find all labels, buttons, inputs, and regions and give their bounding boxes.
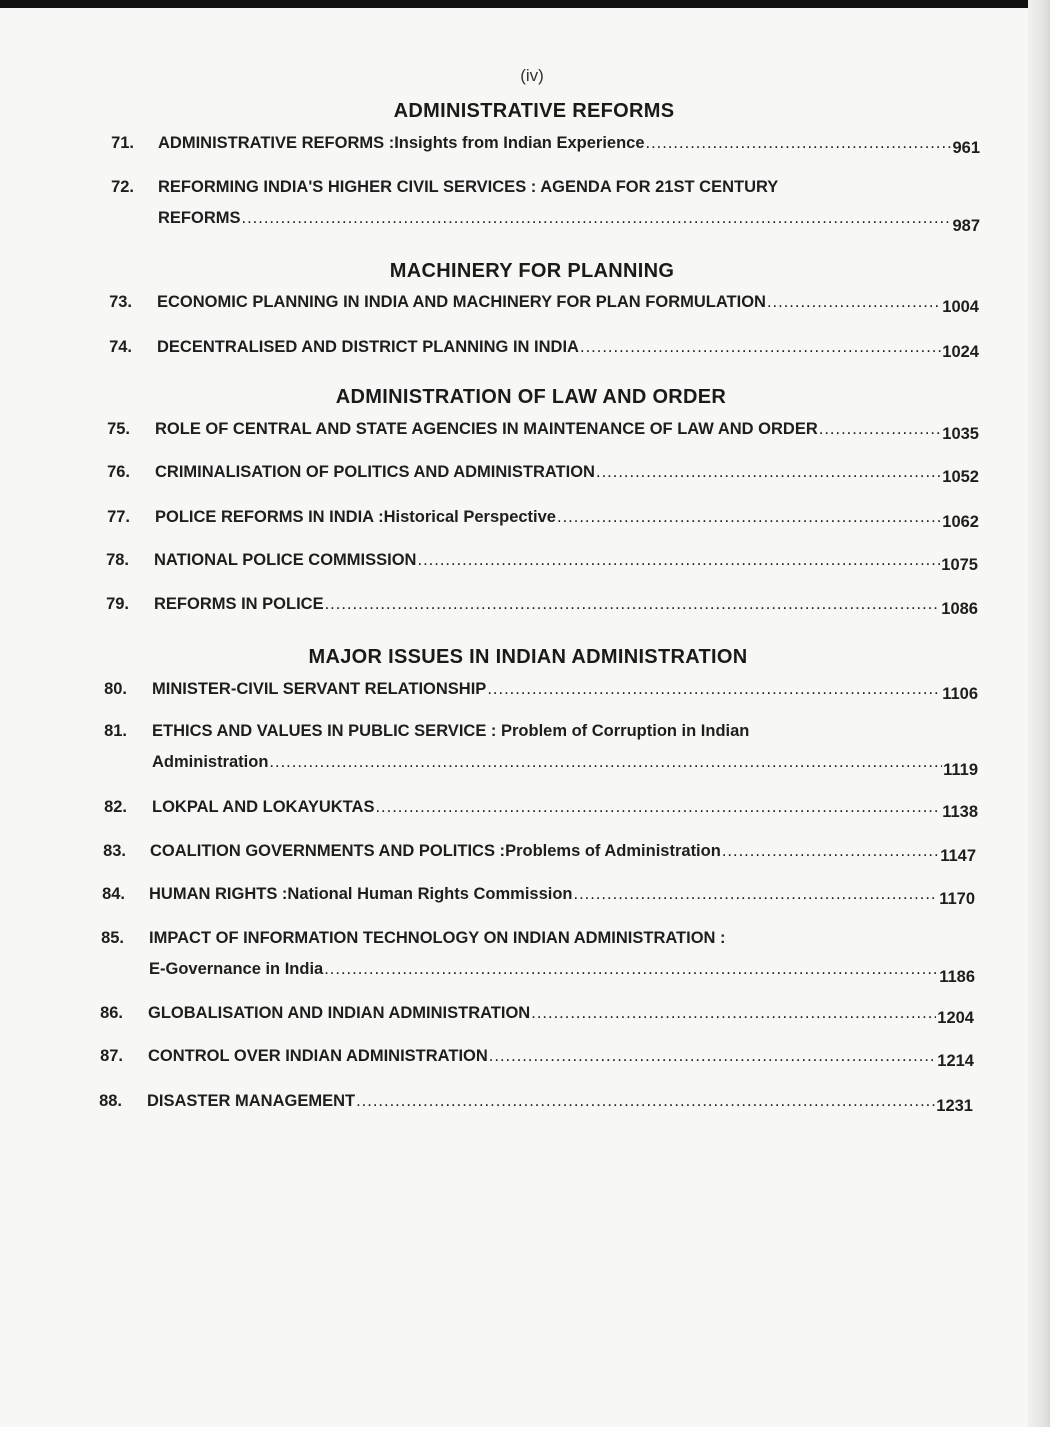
toc-entry[interactable] xyxy=(94,508,982,538)
entry-number: 84. xyxy=(102,885,125,903)
entry-number: 77. xyxy=(107,508,130,526)
toc-entry[interactable] xyxy=(88,929,982,989)
entry-number: 81. xyxy=(104,722,127,740)
entry-number: 74. xyxy=(109,338,132,356)
entry-page-number: 1075 xyxy=(941,556,978,574)
page-label: (iv) xyxy=(520,66,544,85)
dot-leader xyxy=(819,420,942,439)
entry-number: 85. xyxy=(101,929,124,947)
dot-leader xyxy=(487,680,941,699)
entry-number: 78. xyxy=(106,551,129,569)
entry-title-continued: REFORMS xyxy=(158,209,241,227)
entry-number: 83. xyxy=(103,842,126,860)
toc-entry[interactable] xyxy=(87,1047,982,1077)
entry-title: HUMAN RIGHTS : xyxy=(149,885,288,903)
entry-title: ADMINISTRATIVE REFORMS : xyxy=(158,134,395,152)
entry-title-continued: E-Governance in India xyxy=(149,960,324,978)
entry-page-number: 1231 xyxy=(936,1097,973,1115)
entry-page-number: 1052 xyxy=(942,468,979,486)
entry-page-number: 1106 xyxy=(942,685,978,703)
entry-number: 80. xyxy=(104,680,127,698)
dot-leader xyxy=(580,338,941,357)
section-heading: ADMINISTRATIVE REFORMS xyxy=(393,100,675,122)
toc-entry[interactable] xyxy=(91,680,982,710)
entry-title: DECENTRALISED AND DISTRICT PLANNING IN INDIA xyxy=(157,338,579,356)
entry-title: ECONOMIC PLANNING IN INDIA AND MACHINERY FOR PLAN FORMULATION xyxy=(157,293,766,311)
dot-leader xyxy=(557,508,941,527)
entry-page-number: 1170 xyxy=(939,890,975,908)
entry-title: REFORMS IN POLICE xyxy=(154,595,324,613)
dot-leader xyxy=(356,1092,935,1111)
entry-number: 73. xyxy=(109,293,132,311)
entry-subtitle: National Human Rights Commission xyxy=(287,885,573,903)
entry-number: 79. xyxy=(106,595,129,613)
entry-number: 87. xyxy=(100,1047,123,1065)
toc-entry[interactable] xyxy=(96,338,982,368)
entry-page-number: 1119 xyxy=(943,761,978,779)
entry-subtitle: Historical Perspective xyxy=(383,508,556,526)
entry-page-number: 1147 xyxy=(940,847,976,865)
entry-page-number: 1024 xyxy=(942,343,979,361)
toc-entry[interactable] xyxy=(86,1092,982,1122)
toc-entry[interactable] xyxy=(96,293,982,323)
entry-number: 86. xyxy=(100,1004,123,1022)
entry-page-number: 1138 xyxy=(942,803,978,821)
entry-title: GLOBALISATION AND INDIAN ADMINISTRATION xyxy=(148,1004,531,1022)
entry-title: POLICE REFORMS IN INDIA : xyxy=(155,508,384,526)
entry-page-number: 1035 xyxy=(942,425,979,443)
entry-number: 71. xyxy=(111,134,134,152)
entry-title: LOKPAL AND LOKAYUKTAS xyxy=(152,798,375,816)
entry-title: IMPACT OF INFORMATION TECHNOLOGY ON INDIAN ADMINISTRATION : xyxy=(149,929,726,947)
entry-page-number: 1204 xyxy=(937,1009,974,1027)
entry-number: 72. xyxy=(111,178,134,196)
dot-leader xyxy=(646,134,952,153)
toc-entry[interactable] xyxy=(89,885,982,915)
toc-entry[interactable] xyxy=(94,420,982,450)
section-heading: ADMINISTRATION OF LAW AND ORDER xyxy=(335,386,727,408)
entry-title: COALITION GOVERNMENTS AND POLITICS : xyxy=(150,842,506,860)
entry-title: ROLE OF CENTRAL AND STATE AGENCIES IN MAINTENANCE OF LAW AND ORDER xyxy=(155,420,818,438)
dot-leader xyxy=(767,293,941,312)
toc-entry[interactable] xyxy=(94,463,982,493)
entry-number: 75. xyxy=(107,420,130,438)
section-heading: MACHINERY FOR PLANNING xyxy=(389,260,675,282)
dot-leader xyxy=(269,753,942,772)
entry-page-number: 1086 xyxy=(941,600,978,618)
entry-title: DISASTER MANAGEMENT xyxy=(147,1092,356,1110)
toc-entry[interactable] xyxy=(91,798,982,828)
entry-subtitle: Problems of Administration xyxy=(505,842,721,860)
toc-entry[interactable] xyxy=(93,595,982,625)
toc-entry[interactable] xyxy=(90,842,982,872)
entry-number: 76. xyxy=(107,463,130,481)
dot-leader xyxy=(242,209,952,228)
dot-leader xyxy=(722,842,939,861)
entry-page-number: 1214 xyxy=(937,1052,974,1070)
scan-top-border xyxy=(0,0,1050,8)
entry-subtitle: Insights from Indian Experience xyxy=(394,134,645,152)
entry-number: 88. xyxy=(99,1092,122,1110)
entry-page-number: 1186 xyxy=(939,968,975,986)
dot-leader xyxy=(324,960,938,979)
entry-title: NATIONAL POLICE COMMISSION xyxy=(154,551,417,569)
dot-leader xyxy=(375,798,941,817)
entry-title: ETHICS AND VALUES IN PUBLIC SERVICE : xyxy=(152,722,501,740)
entry-title: CONTROL OVER INDIAN ADMINISTRATION xyxy=(148,1047,488,1065)
entry-subtitle: Problem of Corruption in Indian xyxy=(500,722,750,740)
entry-page-number: 1004 xyxy=(942,298,979,316)
dot-leader xyxy=(325,595,941,614)
toc-entry[interactable] xyxy=(91,722,982,782)
entry-title: REFORMING INDIA'S HIGHER CIVIL SERVICES : AGENDA FOR 21ST CENTURY xyxy=(158,178,779,196)
entry-page-number: 1062 xyxy=(942,513,979,531)
entry-title: CRIMINALISATION OF POLITICS AND ADMINISTRATION xyxy=(155,463,595,481)
scan-right-edge xyxy=(1028,0,1050,1427)
entry-number: 82. xyxy=(104,798,127,816)
dot-leader xyxy=(531,1004,936,1023)
toc-entry[interactable] xyxy=(98,134,983,164)
section-heading: MAJOR ISSUES IN INDIAN ADMINISTRATION xyxy=(308,646,748,668)
dot-leader xyxy=(417,551,940,570)
toc-entry[interactable] xyxy=(93,551,982,581)
entry-page-number: 987 xyxy=(952,217,980,235)
entry-page-number: 961 xyxy=(952,139,980,157)
show-through-lines xyxy=(70,1120,1000,1440)
entry-title-continued: Administration xyxy=(152,753,269,771)
dot-leader xyxy=(574,885,939,904)
toc-entry[interactable] xyxy=(98,178,983,238)
entry-title: MINISTER-CIVIL SERVANT RELATIONSHIP xyxy=(152,680,487,698)
dot-leader xyxy=(489,1047,937,1066)
dot-leader xyxy=(596,463,941,482)
toc-entry[interactable] xyxy=(87,1004,982,1034)
